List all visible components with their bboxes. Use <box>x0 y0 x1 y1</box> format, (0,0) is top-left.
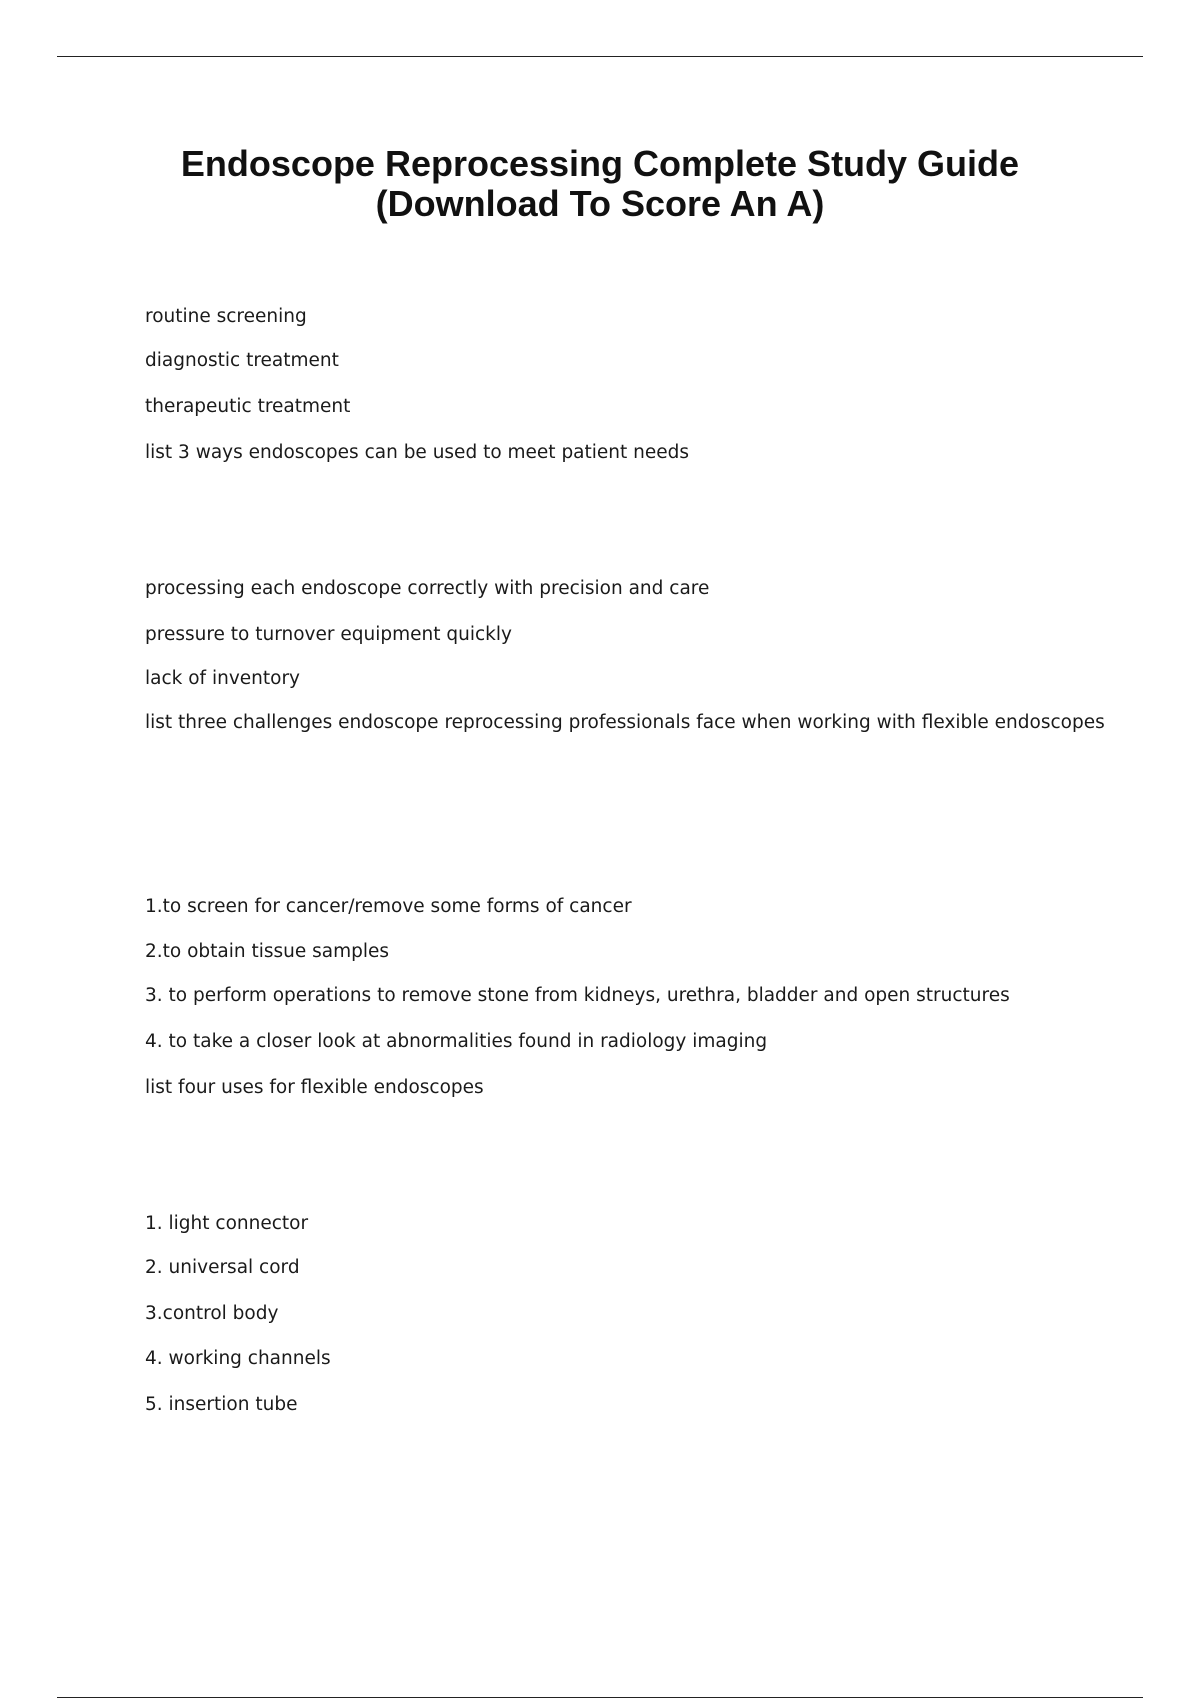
answer-line: 2. universal cord <box>145 1257 300 1278</box>
answer-line: 5. insertion tube <box>145 1394 298 1415</box>
top-rule <box>57 56 1143 57</box>
bottom-rule <box>57 1697 1143 1698</box>
answer-line: routine screening <box>145 306 307 327</box>
question-line: list 3 ways endoscopes can be used to meet patient needs <box>145 442 690 463</box>
answer-line: 3. to perform operations to remove stone from kidneys, urethra, bladder and open structures <box>145 985 1010 1006</box>
answer-line: 1. light connector <box>145 1213 309 1234</box>
question-line: list three challenges endoscope reprocessing professionals face when working with flexible endoscopes <box>145 712 1105 733</box>
answer-line: 4. to take a closer look at abnormalities found in radiology imaging <box>145 1031 768 1052</box>
answer-line: lack of inventory <box>145 668 301 689</box>
question-line: list four uses for flexible endoscopes <box>145 1077 484 1098</box>
answer-line: 3.control body <box>145 1303 279 1324</box>
answer-line: therapeutic treatment <box>145 396 351 417</box>
answer-line: 1.to screen for cancer/remove some forms of cancer <box>145 896 632 917</box>
page-title <box>60 144 1140 224</box>
title-line-1: Endoscope Reprocessing Complete Study Guide <box>180 143 1020 184</box>
answer-line: diagnostic treatment <box>145 350 339 371</box>
title-line-2: (Download To Score An A) <box>375 183 825 224</box>
answer-line: 2.to obtain tissue samples <box>145 941 390 962</box>
answer-line: pressure to turnover equipment quickly <box>145 624 512 645</box>
answer-line: processing each endoscope correctly with precision and care <box>145 578 710 599</box>
answer-line: 4. working channels <box>145 1348 331 1369</box>
